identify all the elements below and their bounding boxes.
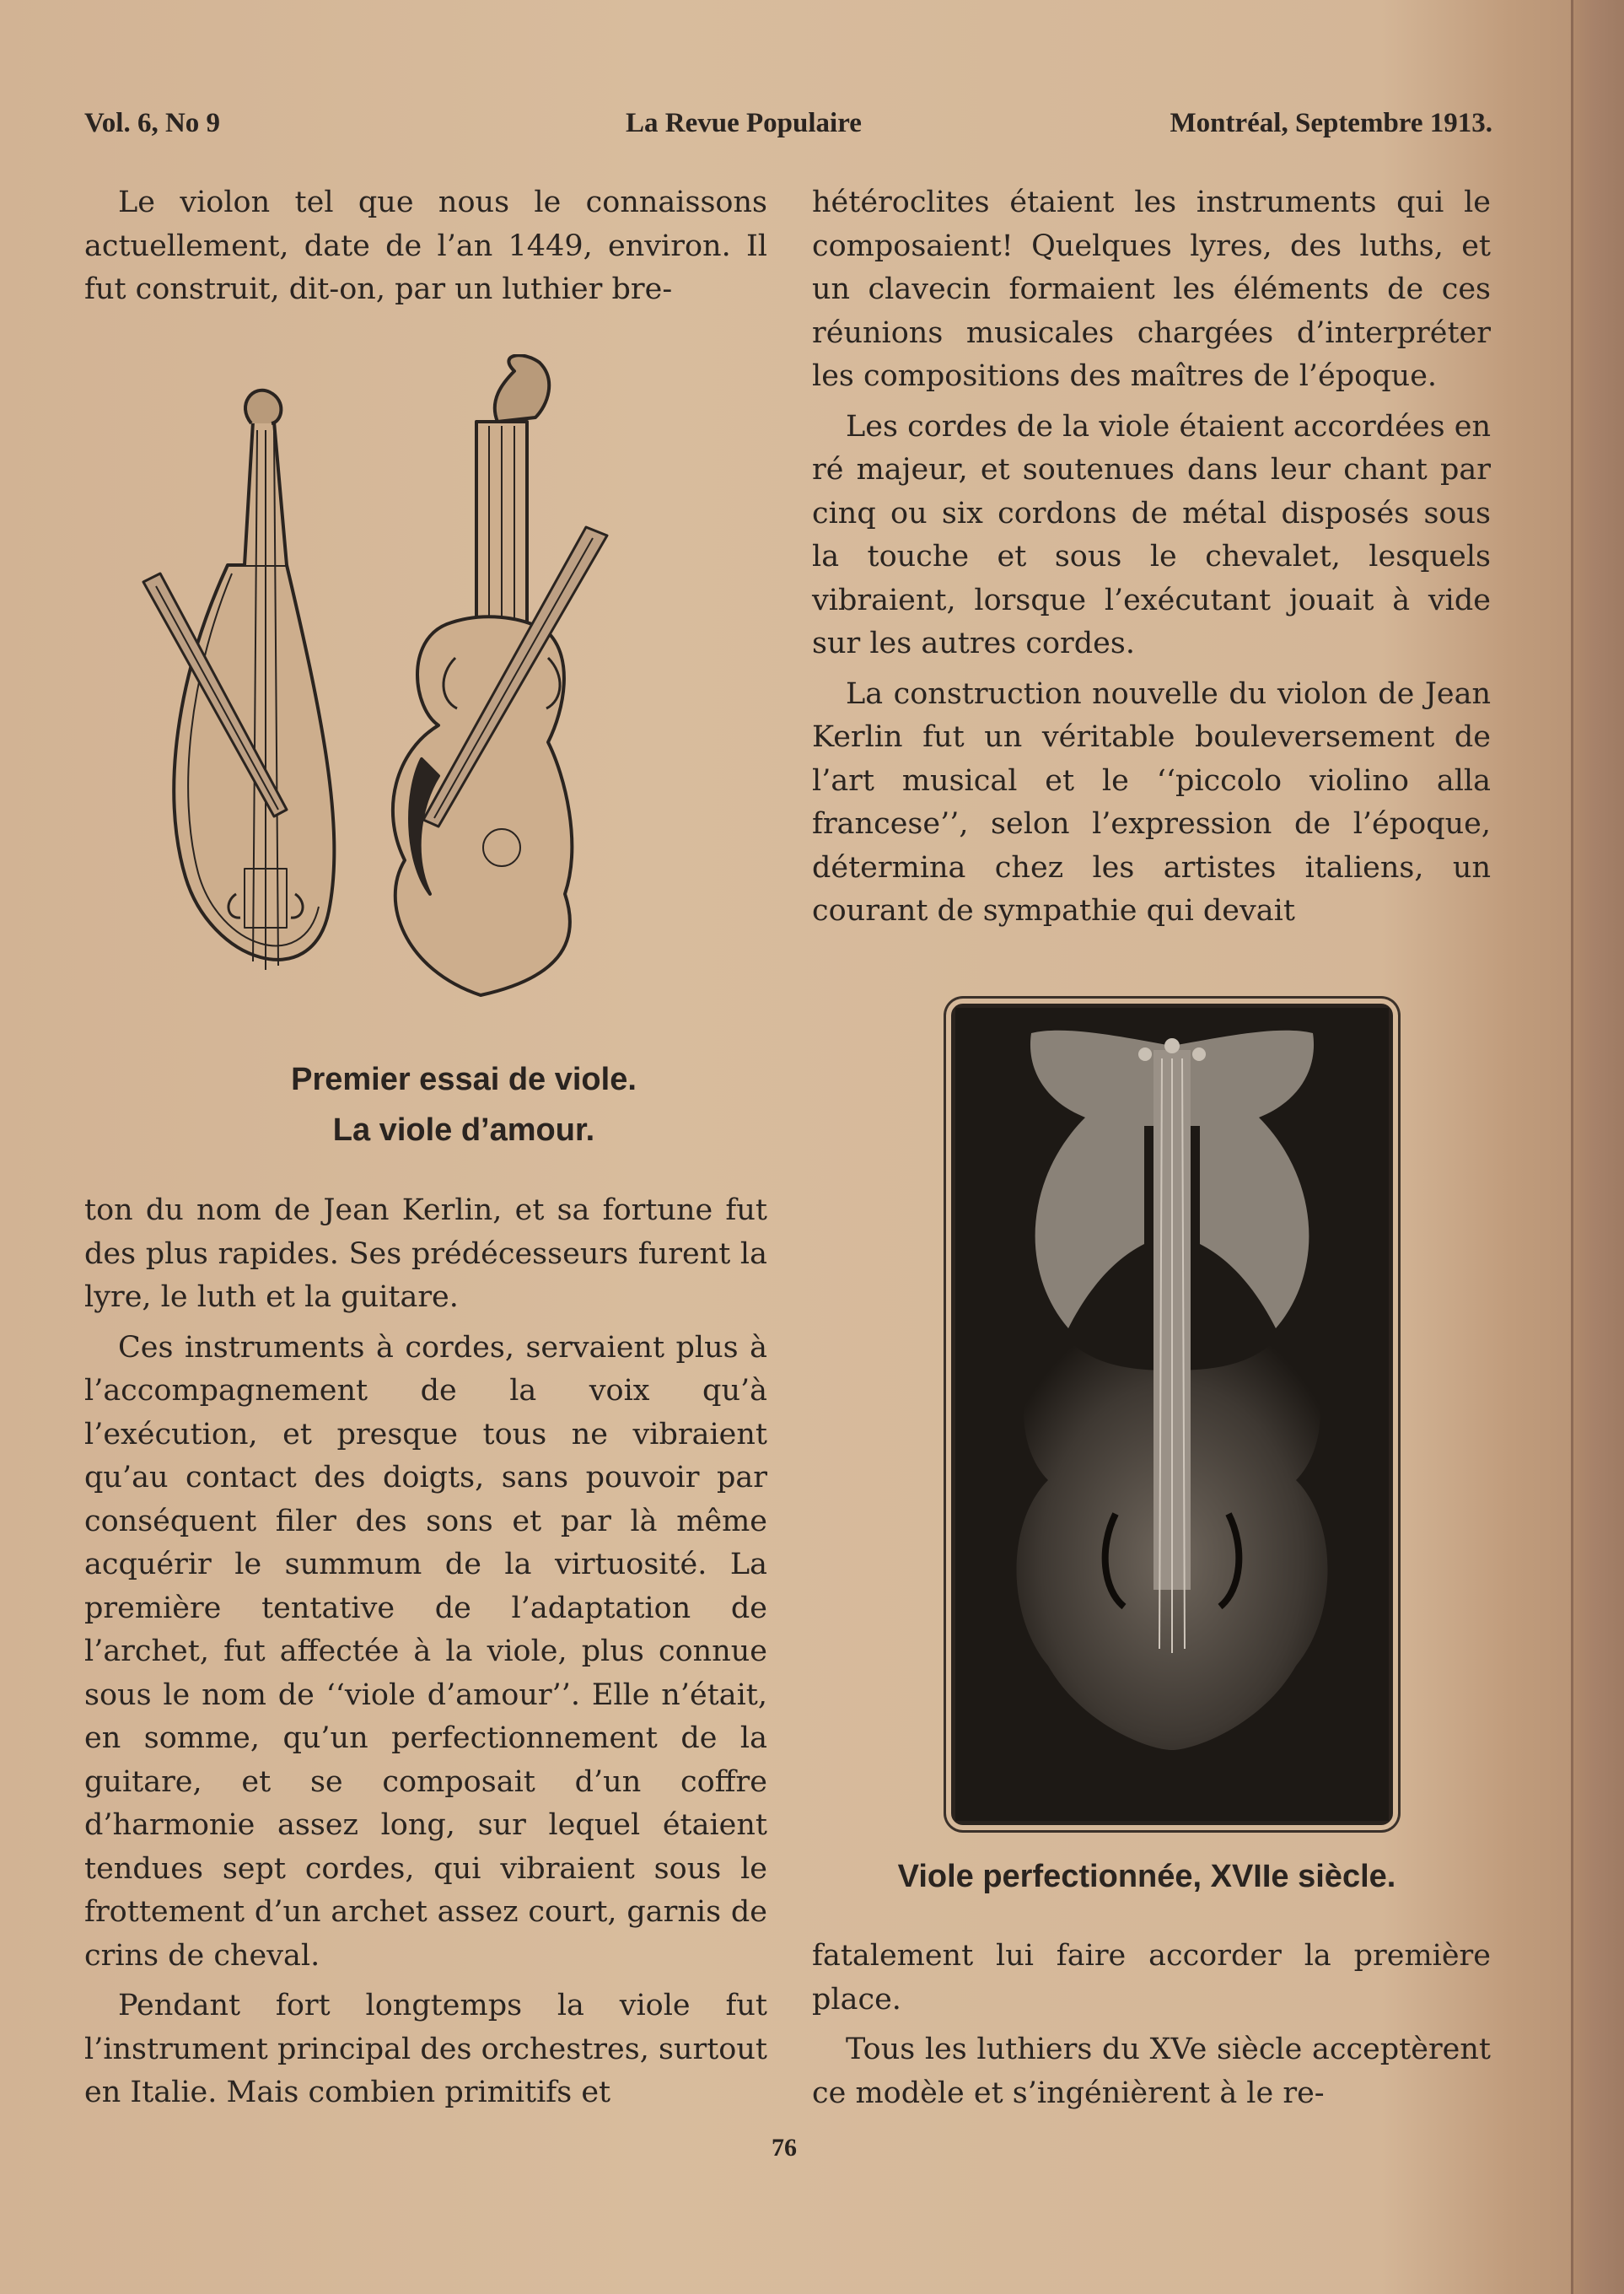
paragraph: Tous les luthiers du XVe siècle acceptèrent ce modèle et s’ingénièrent à le re-	[812, 2033, 1491, 2110]
page-number: 76	[772, 2134, 797, 2162]
left-column-top	[84, 181, 767, 312]
paragraph: La construction nouvelle du violon de Jean Kerlin fut un véritable bouleversement de l’art musical et le ‘‘piccolo violino alla francese’’, selon l’expression de l’époque, détermina chez les artistes italiens, un courant de sympathie qui devait	[812, 676, 1491, 928]
paragraph: Pendant fort longtemps la viole fut l’instrument principal des orchestres, surtout en Italie. Mais combien primitifs et	[84, 1989, 767, 2109]
premier-essai-drawing	[393, 355, 607, 995]
right-figure-caption: Viole perfectionnée, XVIIe siècle.	[897, 1859, 1396, 1894]
left-column-bottom	[84, 1189, 767, 2115]
viole-photograph	[951, 1004, 1393, 1825]
running-header	[84, 108, 1492, 145]
header-volume: Vol. 6, No 9	[84, 108, 221, 138]
paragraph: Ces instruments à cordes, servaient plus à l’accompagnement de la voix qu’à l’exécution, et presque tous ne vibraient qu’au contact des doigts, sans pouvoir par conséquent filer des sons et par là même acquérir le summum de la virtuosité. La première tentative de l’adaptation de l’archet, fut affectée à la viole, plus connue sous le nom de ‘‘viole d’amour’’. Elle n’était, en somme, qu’un perfectionnement de la guitare, et se composait d’un coffre d’harmonie assez long, sur lequel étaient tendues sept cordes, qui vibraient sous le frottement d’un archet assez court, garnis de crins de cheval.	[84, 1330, 767, 1973]
header-journal-title: La Revue Populaire	[626, 108, 862, 138]
paragraph: Le violon tel que nous le connaissons actuellement, date de l’an 1449, environ. Il fut construit, dit-on, par un luthier bre-	[84, 186, 767, 306]
left-figure-caption	[169, 1054, 759, 1155]
paragraph: hétéroclites étaient les instruments qui le composaient! Quelques lyres, des luths, et un clavecin formaient les éléments de ces réunions musicales chargées d’interpréter les compositions des maîtres de l’époque.	[812, 186, 1491, 393]
right-column-top	[812, 181, 1491, 934]
paragraph: fatalement lui faire accorder la première place.	[812, 1939, 1491, 2017]
header-place-date: Montréal, Septembre 1913.	[1170, 108, 1492, 138]
viole-amour-drawing	[143, 390, 334, 970]
caption-line-2: La viole d’amour.	[332, 1112, 595, 1148]
right-column-bottom	[812, 1935, 1491, 2115]
paragraph: Les cordes de la viole étaient accordées en ré majeur, et soutenues dans leur chant par cinq ou six cordons de métal disposés sous la touche et sous le chevalet, lesquels vibraient, lorsque l’exécutant jouait à vide sur les autres cordes.	[812, 409, 1491, 660]
paragraph: ton du nom de Jean Kerlin, et sa fortune fut des plus rapides. Ses prédécesseurs furent la lyre, le luth et la guitare.	[84, 1193, 767, 1314]
viole-photo-drawing	[955, 1008, 1389, 1821]
caption-line-1: Premier essai de viole.	[291, 1062, 637, 1097]
viole-engraving	[126, 354, 734, 1046]
page-edge	[1571, 0, 1624, 2294]
